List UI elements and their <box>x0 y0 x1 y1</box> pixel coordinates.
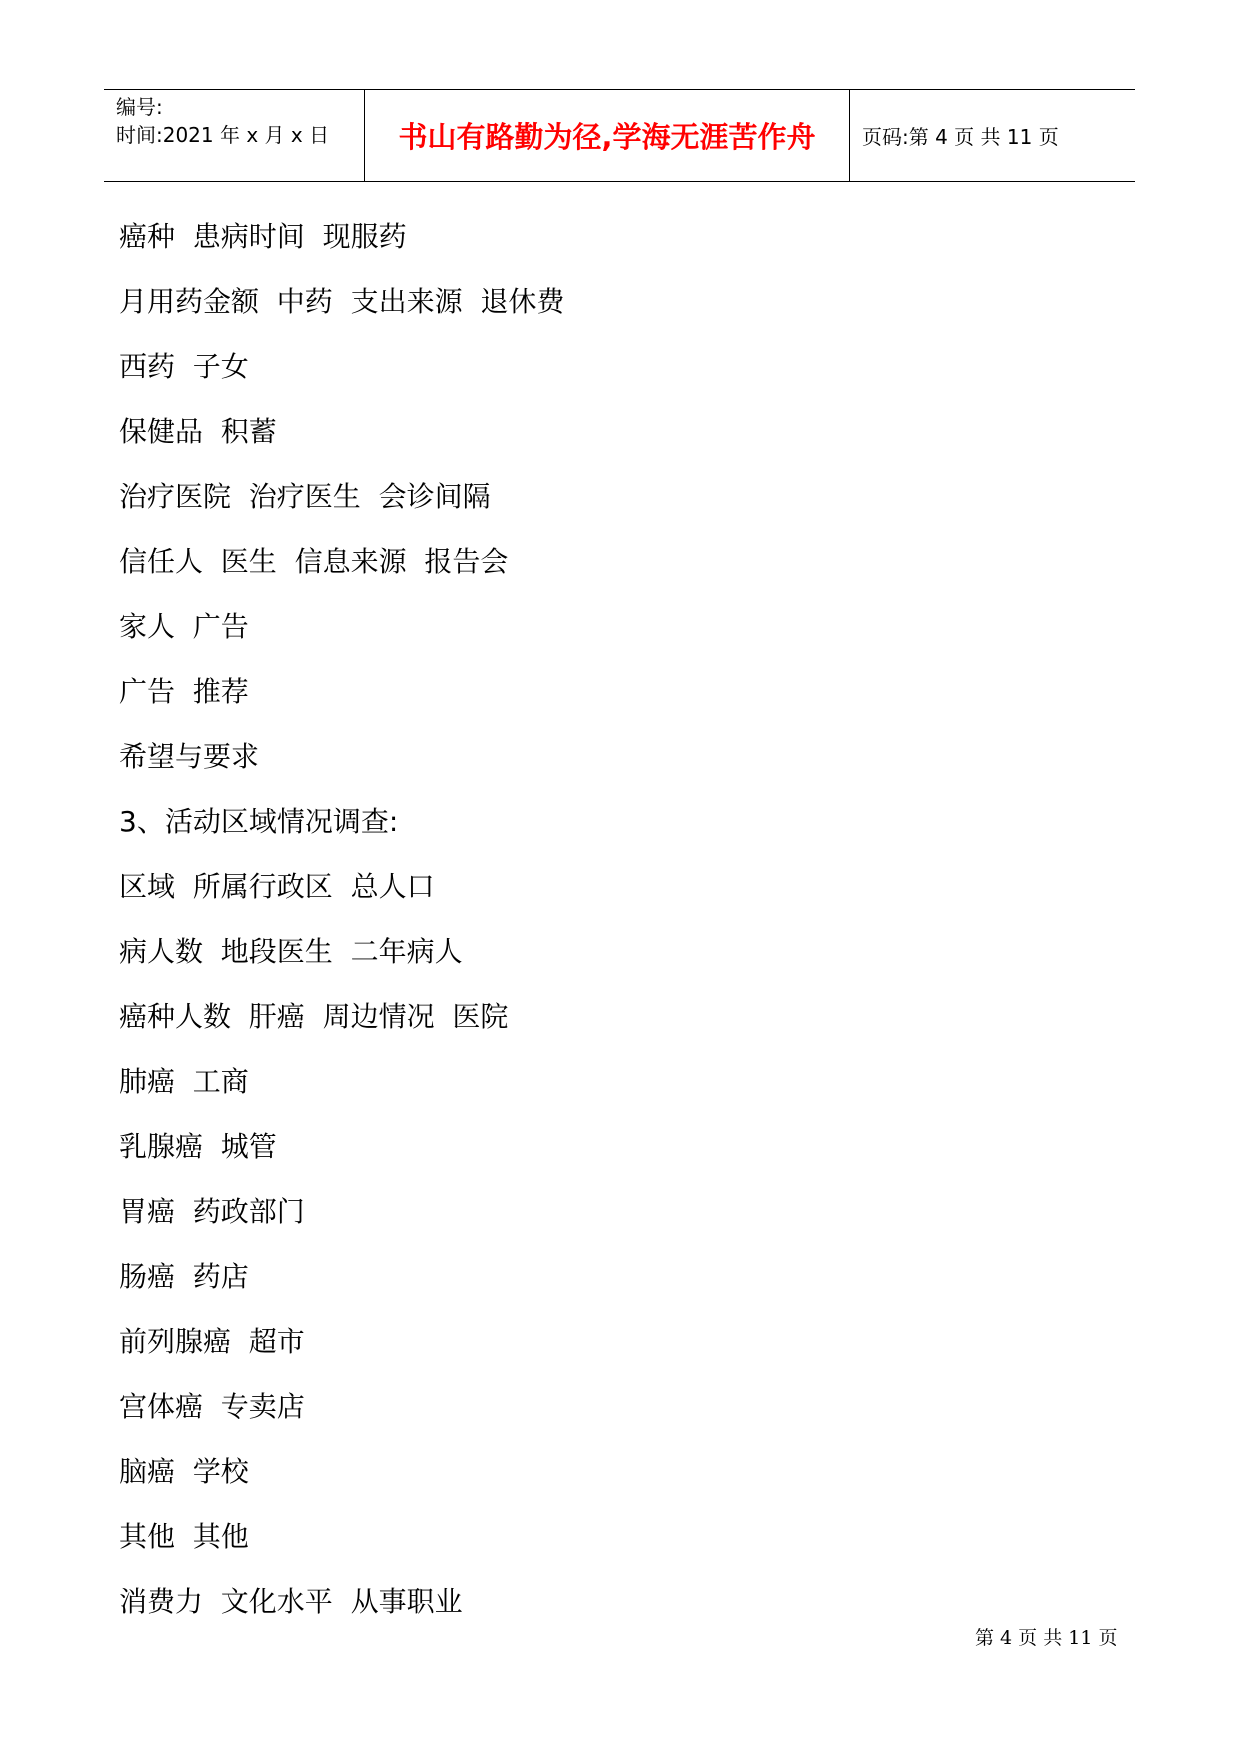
text-line: 保健品 积蓄 <box>119 415 277 448</box>
text-line: 宫体癌 专卖店 <box>119 1390 305 1423</box>
text-line: 信任人 医生 信息来源 报告会 <box>119 545 509 578</box>
document-time: 时间:2021 年 x 月 x 日 <box>116 123 330 147</box>
text-line: 消费力 文化水平 从事职业 <box>119 1585 463 1618</box>
text-line: 病人数 地段医生 二年病人 <box>119 935 463 968</box>
page-footer: 第 4 页 共 11 页 <box>975 1627 1118 1649</box>
text-line: 家人 广告 <box>119 610 249 643</box>
text-line: 乳腺癌 城管 <box>119 1130 277 1163</box>
text-line: 胃癌 药政部门 <box>119 1195 305 1228</box>
header-meta <box>104 90 365 181</box>
text-line: 癌种 患病时间 现服药 <box>119 220 407 253</box>
document-number-label: 编号: <box>116 95 163 119</box>
page-header <box>104 89 1135 182</box>
text-line: 癌种人数 肝癌 周边情况 医院 <box>119 1000 509 1033</box>
text-line: 治疗医院 治疗医生 会诊间隔 <box>119 480 491 513</box>
text-line: 西药 子女 <box>119 350 249 383</box>
text-line: 肠癌 药店 <box>119 1260 249 1293</box>
text-line: 区域 所属行政区 总人口 <box>119 870 435 903</box>
text-line: 其他 其他 <box>119 1520 249 1553</box>
text-line: 月用药金额 中药 支出来源 退休费 <box>119 285 565 318</box>
header-page-info: 页码:第 4 页 共 11 页 <box>862 125 1059 149</box>
header-motto: 书山有路勤为径,学海无涯苦作舟 <box>365 90 850 181</box>
text-line: 广告 推荐 <box>119 675 249 708</box>
section-heading: 3、活动区域情况调查: <box>119 805 399 838</box>
text-line: 前列腺癌 超市 <box>119 1325 305 1358</box>
text-line: 肺癌 工商 <box>119 1065 249 1098</box>
text-line: 脑癌 学校 <box>119 1455 249 1488</box>
document-body <box>119 218 1119 1648</box>
text-line: 希望与要求 <box>119 740 260 773</box>
